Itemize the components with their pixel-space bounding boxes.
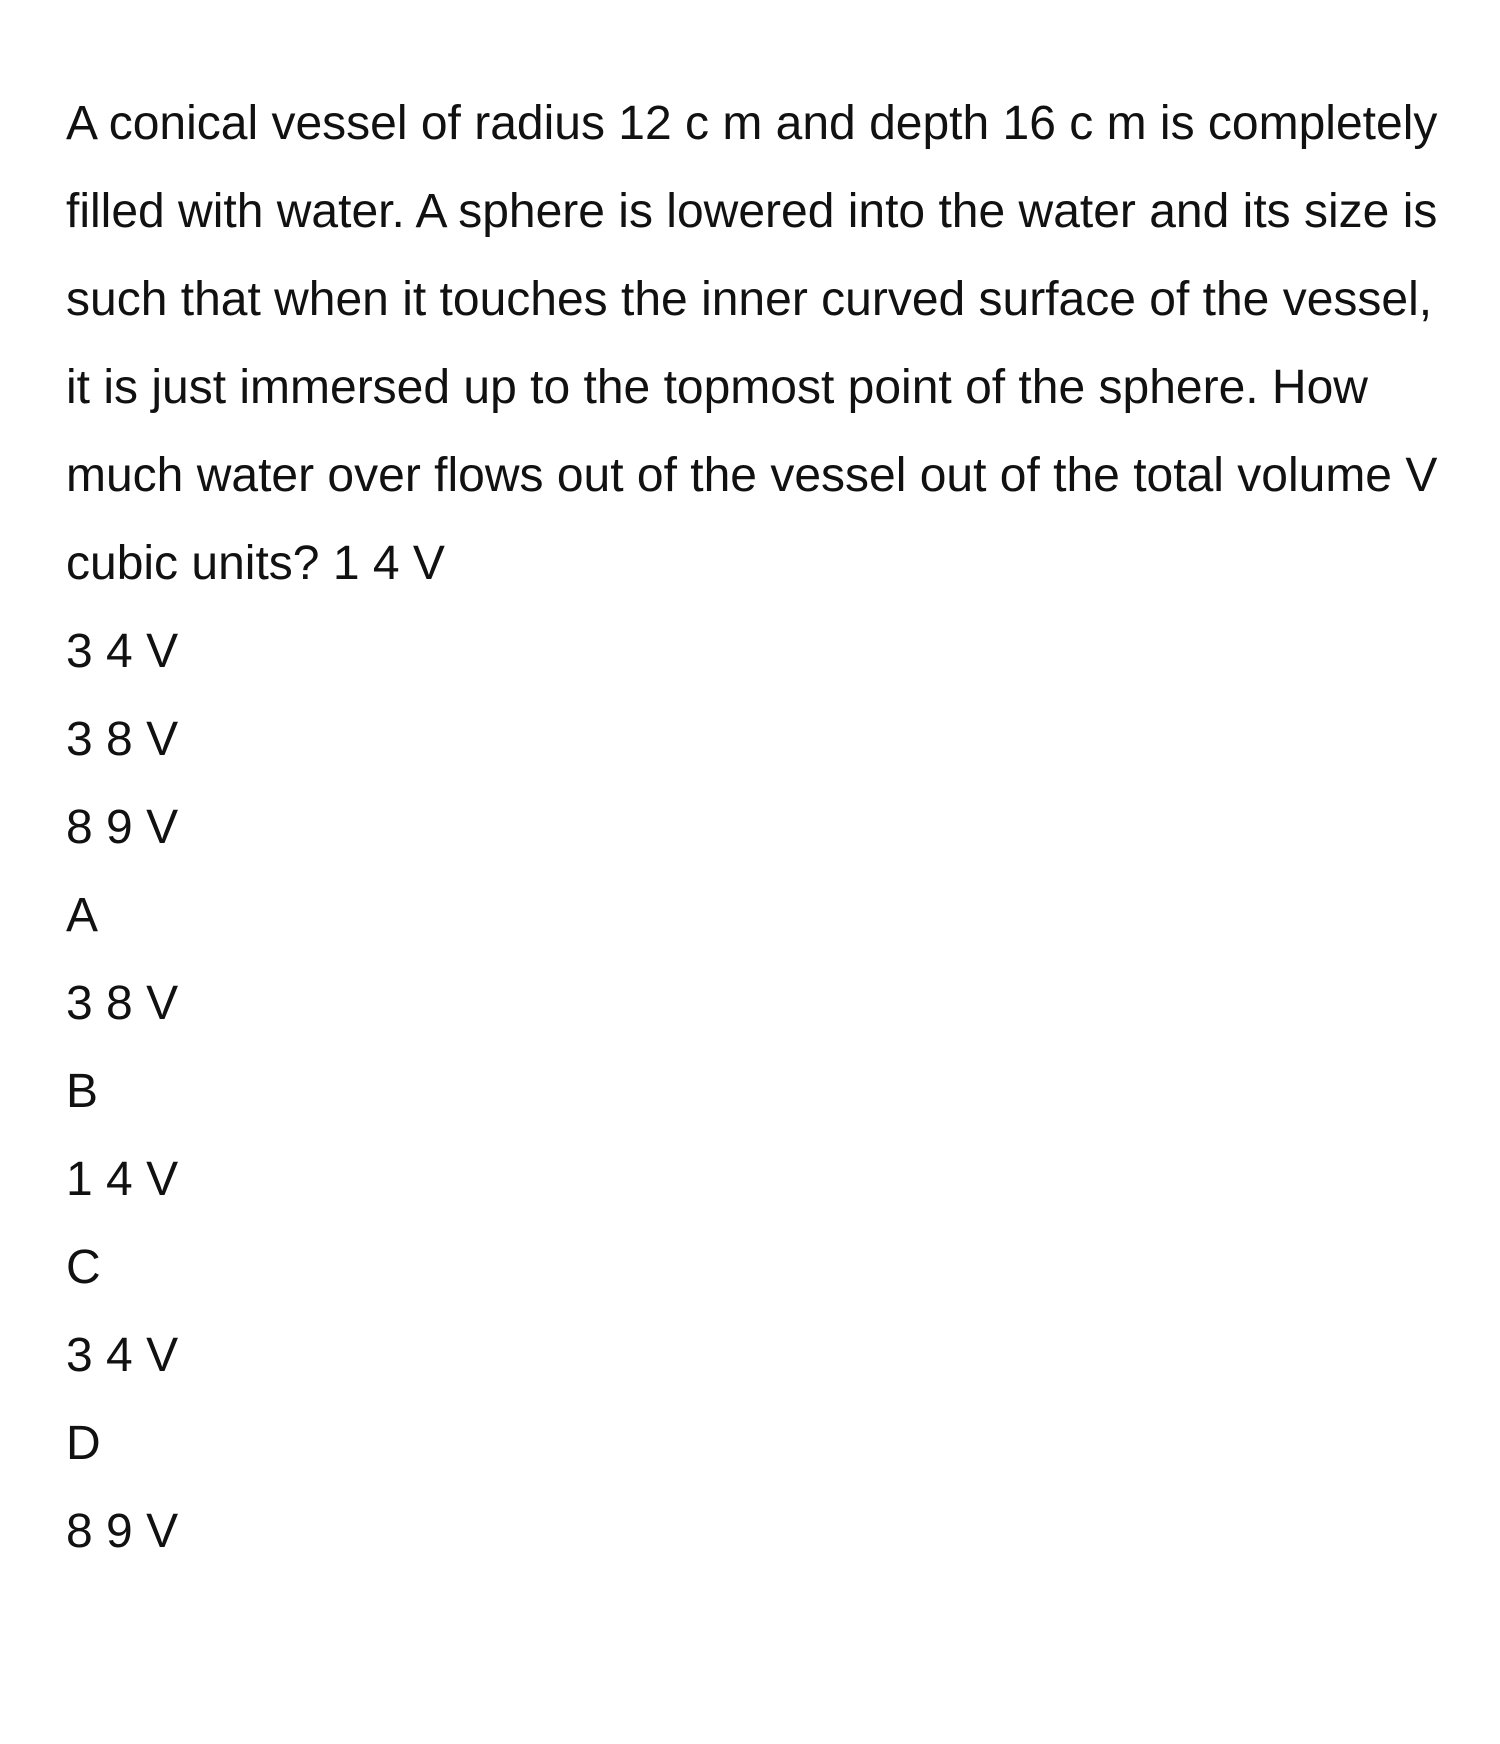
inline-choice: 8 9 V [66, 801, 179, 854]
question-text: A conical vessel of radius 12 c m and depth 16 c m is completely filled with water. A sphere is lowered into the water and its size is such that when it touches the inner curved surface of the vessel, it is just immersed up to the topmost point of the sphere. How much water over flows out of the vessel out of the total volume V cubic units? 1 4 V [66, 97, 1438, 590]
option-d-letter[interactable]: D [66, 1417, 101, 1470]
option-c-value[interactable]: 3 4 V [66, 1329, 179, 1382]
option-c-letter[interactable]: C [66, 1241, 101, 1294]
option-b-letter[interactable]: B [66, 1065, 99, 1118]
option-a-value[interactable]: 3 8 V [66, 977, 179, 1030]
option-b-value[interactable]: 1 4 V [66, 1153, 179, 1206]
option-d-value[interactable]: 8 9 V [66, 1505, 179, 1558]
inline-choice: 3 4 V [66, 625, 179, 678]
inline-choice: 3 8 V [66, 713, 179, 766]
option-a-letter[interactable]: A [66, 889, 99, 942]
question-page [66, 80, 1446, 1576]
